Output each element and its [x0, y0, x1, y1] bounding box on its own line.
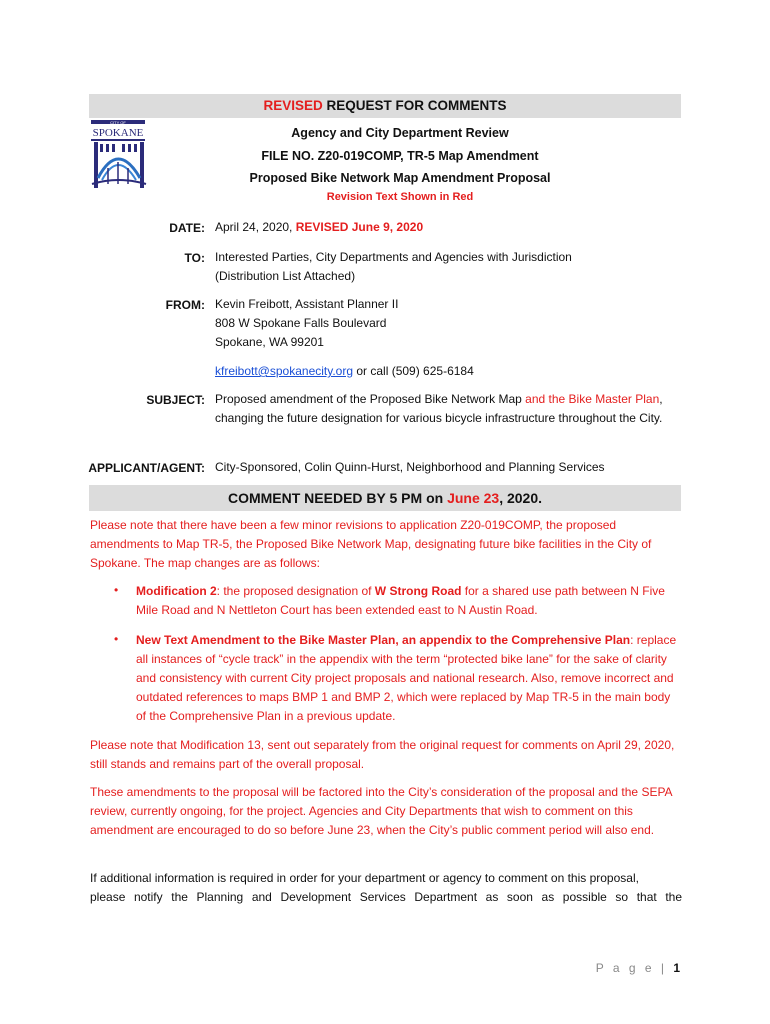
proposal-title: Proposed Bike Network Map Amendment Proposal [249, 171, 551, 185]
subject-value [215, 390, 685, 428]
page-footer [596, 961, 680, 975]
from-label: FROM: [165, 298, 205, 312]
comment-deadline [89, 485, 681, 511]
from-city: Spokane, WA 99201 [215, 335, 324, 349]
modification-13-note: Please note that Modification 13, sent out separately from the original request for comments on April 29, 2020, still stands and remains part of the overall proposal. [90, 738, 675, 771]
email-link[interactable]: kfreibott@spokanecity.org [215, 364, 354, 378]
applicant-value: City-Sponsored, Colin Quinn-Hurst, Neighborhood and Planning Services [215, 460, 605, 474]
revised-label: REVISED [263, 98, 323, 113]
to-line-1: Interested Parties, City Departments and Agencies with Jurisdiction [215, 250, 572, 264]
amendment-consideration: These amendments to the proposal will be factored into the City’s consideration of the proposal and the SEPA review, currently ongoing, for the project. Agencies and City Departments that wish to comment on this amendment are encouraged to do so before June 23, when the City’s public comment period will also end. [90, 785, 672, 837]
modification-2-text-2: for a shared use path between N Five Mile Road and N Nettleton Court has been extended east to N Austin Road. [136, 584, 665, 617]
text-amendment-title: New Text Amendment to the Bike Master Plan, an appendix to the Comprehensive Plan [136, 633, 631, 647]
contact-line [215, 362, 685, 381]
city-of-spokane-logo [88, 118, 150, 192]
bullet-icon: • [114, 583, 119, 597]
date-value [215, 218, 685, 237]
date-label: DATE: [169, 221, 205, 235]
additional-info-paragraph [90, 869, 682, 907]
subject-text-2: , changing the future designation for various bicycle infrastructure throughout the City. [215, 392, 663, 425]
comment-deadline-date: June 23 [447, 490, 500, 506]
from-value [215, 295, 685, 352]
w-strong-road: W Strong Road [374, 584, 462, 598]
comment-deadline-suffix: , 2020. [499, 490, 543, 506]
additional-info-line-1: If additional information is required in order for your department or agency to comment on this proposal, [90, 871, 639, 885]
bullet-icon: • [114, 632, 119, 646]
additional-info-line-2: please notify the Planning and Development Services Department as soon as possible so that the [90, 890, 682, 904]
to-value [215, 248, 685, 286]
modification-2-item [136, 582, 682, 620]
page-number: 1 [673, 961, 680, 975]
modification-2-title: Modification 2 [136, 584, 217, 598]
from-address: 808 W Spokane Falls Boulevard [215, 316, 387, 330]
logo-top-text: CITY OF [110, 120, 126, 125]
comment-deadline-prefix: COMMENT NEEDED BY 5 PM on [227, 490, 448, 506]
request-title [89, 94, 681, 118]
text-amendment-item [136, 631, 682, 726]
subject-label: SUBJECT: [146, 393, 205, 407]
applicant-label: APPLICANT/AGENT: [88, 461, 205, 475]
revision-intro: Please note that there have been a few minor revisions to application Z20-019COMP, the proposed amendments to Map TR-5, the Proposed Bike Network Map, designating future bike facilities in the City of Spokane. The map changes are as follows: [90, 518, 652, 570]
date-revised: REVISED June 9, 2020 [295, 220, 424, 234]
to-line-2: (Distribution List Attached) [215, 269, 356, 283]
page-label: P a g e | [595, 961, 667, 975]
modification-2-text-1: : the proposed designation of [216, 584, 375, 598]
phone-text: or call (509) 625-6184 [353, 364, 474, 378]
text-amendment-text: : replace all instances of “cycle track” in the appendix with the term “protected bike lane” for the sake of clarity and consistency with current City project proposals and national research. Also, remove incorrect and outdated references to maps BMP 1 and BMP 2, which were replaced by Map TR-5 in the main body of the Comprehensive Plan in a previous update. [136, 633, 677, 723]
review-heading: Agency and City Department Review [291, 126, 509, 140]
revision-note: Revision Text Shown in Red [326, 191, 474, 203]
file-number: FILE NO. Z20-019COMP, TR-5 Map Amendment [261, 149, 539, 163]
date-original: April 24, 2020, [215, 220, 296, 234]
subject-revision: and the Bike Master Plan [525, 392, 660, 406]
request-title-text: REQUEST FOR COMMENTS [322, 98, 507, 113]
logo-spokane-text: SPOKANE [92, 127, 144, 139]
subject-text-1: Proposed amendment of the Proposed Bike Network Map [215, 392, 526, 406]
to-label: TO: [184, 251, 205, 265]
from-name: Kevin Freibott, Assistant Planner II [215, 297, 399, 311]
